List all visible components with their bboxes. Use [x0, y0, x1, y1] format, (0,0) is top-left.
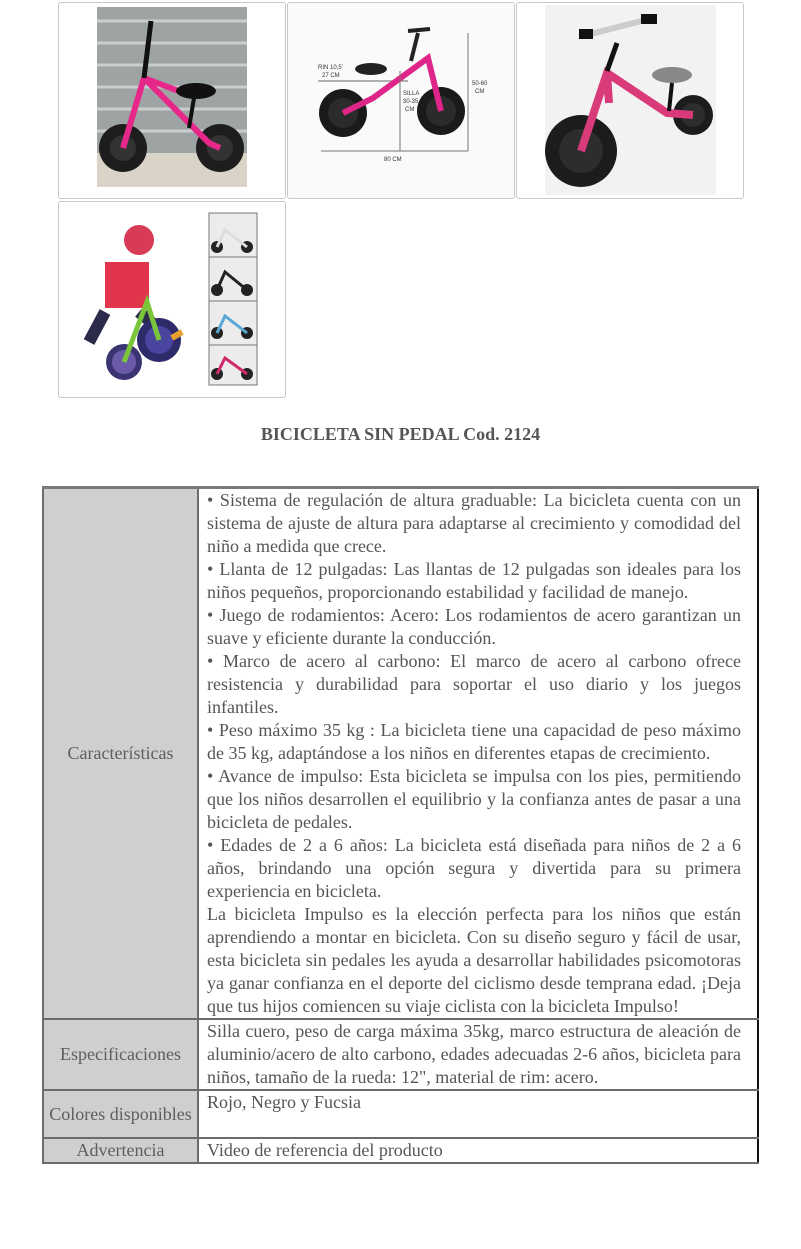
- child-balance-bike-photo: [59, 202, 285, 397]
- bike-pink-studio-photo: [517, 3, 743, 198]
- warning-text: Video de referencia del producto: [207, 1140, 443, 1160]
- spec-value: [198, 1019, 758, 1090]
- feature-item: • Sistema de regulación de altura graduable: La bicicleta cuenta con un sistema de ajuste de altura para adaptarse al crecimiento y comodidad del niño a medida que crece.: [207, 490, 741, 556]
- spec-label: Advertencia: [43, 1138, 198, 1163]
- svg-text:30-35: 30-35: [403, 99, 419, 105]
- spec-label: Características: [43, 488, 198, 1020]
- product-title: BICICLETA SIN PEDAL Cod. 2124: [260, 424, 541, 444]
- spec-row-caracteristicas: [43, 488, 758, 1020]
- spec-value: [198, 488, 758, 1020]
- product-image-3[interactable]: [516, 2, 744, 199]
- svg-text:RIN 10,5': RIN 10,5': [318, 65, 343, 71]
- colors-text: Rojo, Negro y Fucsia: [207, 1092, 361, 1112]
- spec-text: Silla cuero, peso de carga máxima 35kg, marco estructura de aleación de aluminio/acero de alto carbono, edades adecuadas 2-6 años, bicicleta para niños, tamaño de la rueda: 12", material de rim: acero.: [207, 1021, 741, 1087]
- spec-value: [198, 1138, 758, 1163]
- svg-text:CM: CM: [405, 107, 415, 113]
- feature-item: • Edades de 2 a 6 años: La bicicleta está diseñada para niños de 2 a 6 años, brindando una opción segura y divertida para su primera experiencia en bicicleta.: [207, 835, 741, 901]
- spec-row-advertencia: [43, 1138, 758, 1163]
- feature-item: • Llanta de 12 pulgadas: Las llantas de 12 pulgadas son ideales para los niños pequeños, proporcionando estabilidad y facilidad de manejo.: [207, 559, 741, 602]
- svg-text:50-60: 50-60: [472, 81, 488, 87]
- feature-summary: La bicicleta Impulso es la elección perfecta para los niños que están aprendiendo a montar en bicicleta. Con su diseño seguro y fácil de usar, esta bicicleta sin pedales les ayuda a desarrollar habilidades psicomotoras ya ganar confianza en el deporte del ciclismo desde temprana edad. ¡Deja que tus hijos comiencen su viaje ciclista con la bicicleta Impulso!: [207, 904, 741, 1016]
- spec-row-especificaciones: [43, 1019, 758, 1090]
- product-image-1[interactable]: [58, 2, 286, 199]
- feature-item: • Juego de rodamientos: Acero: Los rodamientos de acero garantizan un suave y eficiente durante la conducción.: [207, 605, 741, 648]
- svg-text:27 CM: 27 CM: [322, 73, 340, 79]
- svg-text:SILLA: SILLA: [403, 91, 420, 97]
- feature-item: • Peso máximo 35 kg : La bicicleta tiene una capacidad de peso máximo de 35 kg, adaptándose a los niños en diferentes etapas de crecimiento.: [207, 720, 741, 763]
- bike-dimensions-diagram: [288, 3, 514, 198]
- bike-pink-garage-photo: [59, 3, 285, 198]
- product-image-2[interactable]: [287, 2, 515, 199]
- spec-label: Especificaciones: [43, 1019, 198, 1090]
- svg-text:CM: CM: [475, 89, 485, 95]
- feature-item: • Marco de acero al carbono: El marco de acero al carbono ofrece resistencia y durabilidad para soportar el uso diario y los juegos infantiles.: [207, 651, 741, 717]
- spec-row-colores: [43, 1090, 758, 1138]
- spec-label: Colores disponibles: [43, 1090, 198, 1138]
- spec-table: [42, 486, 759, 1164]
- feature-item: • Avance de impulso: Esta bicicleta se impulsa con los pies, permitiendo que los niños desarrollen el equilibrio y la confianza antes de pasar a una bicicleta de pedales.: [207, 766, 741, 832]
- product-image-4[interactable]: [58, 201, 286, 398]
- svg-text:80 CM: 80 CM: [384, 157, 402, 163]
- spec-value: [198, 1090, 758, 1138]
